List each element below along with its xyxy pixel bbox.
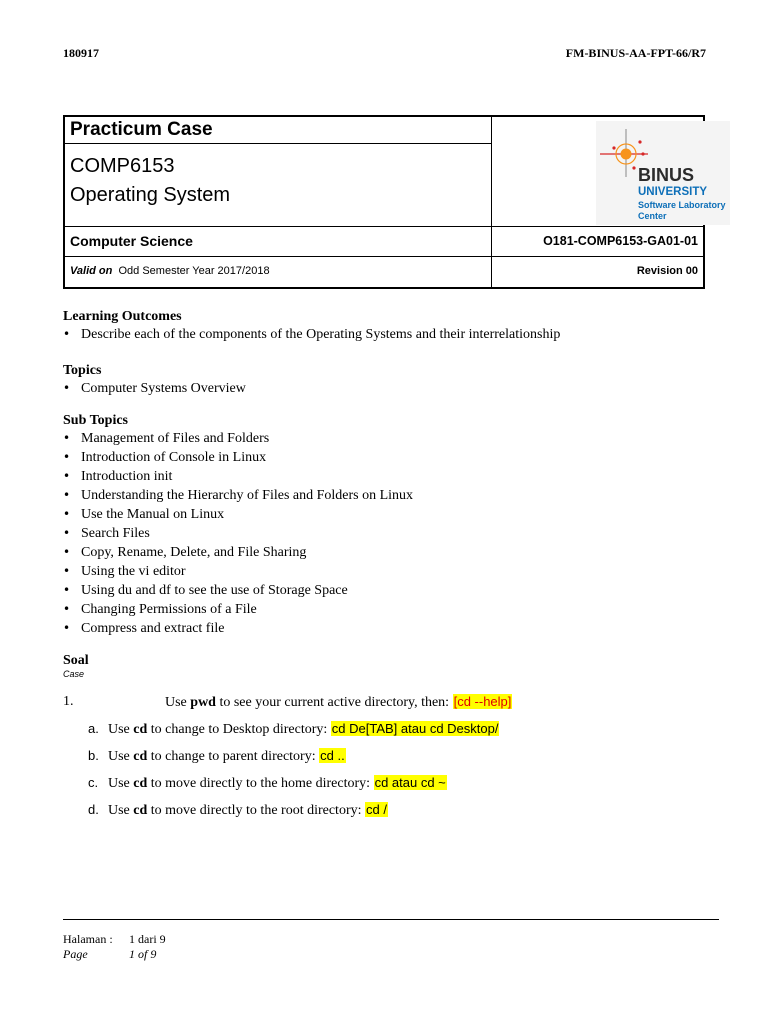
footer-page-en <box>63 947 156 962</box>
list-item: • Use the Manual on Linux <box>63 505 413 524</box>
sub-question-c <box>88 775 447 792</box>
question-text <box>165 694 512 711</box>
sub-letter: c. <box>88 775 99 790</box>
list-item: • Management of Files and Folders <box>63 429 413 448</box>
answer-highlight: cd / <box>366 802 387 817</box>
course-name: Operating System <box>70 184 231 206</box>
sub-letter: b. <box>88 748 99 763</box>
course-block <box>65 144 492 227</box>
list-item: • Using the vi editor <box>63 562 413 581</box>
command-pwd: pwd <box>190 695 216 710</box>
list-item: • Describe each of the components of the Operating Systems and their interrelationship <box>63 325 560 344</box>
case-label: Case <box>63 669 85 679</box>
sub-question-a <box>88 721 499 738</box>
valid-label: Valid on <box>70 265 113 277</box>
binus-logo-graphic <box>596 121 730 225</box>
sub-prefix: Use <box>108 776 134 791</box>
question-suffix: to see your current active directory, then: <box>215 695 453 710</box>
course-code: COMP6153 <box>70 155 175 177</box>
list-item: • Using du and df to see the use of Storage Space <box>63 581 413 600</box>
logo-university: UNIVERSITY <box>638 186 708 198</box>
logo-wordmark: BINUS <box>638 165 695 185</box>
sub-question-d <box>88 802 388 819</box>
command-cd: cd <box>133 722 148 737</box>
footer-divider <box>63 919 719 920</box>
command-cd: cd <box>133 776 148 791</box>
topics-heading: Topics <box>63 363 102 378</box>
sub-suffix: to change to parent directory: <box>147 749 320 764</box>
valid-value: Odd Semester Year 2017/2018 <box>118 265 270 277</box>
sub-topics-heading: Sub Topics <box>63 413 128 428</box>
topics-section <box>63 363 246 398</box>
answer-highlight: cd atau cd ~ <box>374 775 446 790</box>
list-item: • Introduction init <box>63 467 413 486</box>
logo-lab: Software Laboratory <box>638 200 726 210</box>
sub-letter: a. <box>88 721 99 736</box>
question-number: 1. <box>63 694 74 709</box>
binus-logo <box>596 121 730 225</box>
sub-prefix: Use <box>108 749 134 764</box>
logo-cell <box>492 117 726 227</box>
department: Computer Science <box>65 227 492 257</box>
list-item: • Copy, Rename, Delete, and File Sharing <box>63 543 413 562</box>
sub-question-b <box>88 748 346 765</box>
form-code: FM-BINUS-AA-FPT-66/R7 <box>565 46 706 60</box>
page-label: Halaman : <box>63 932 113 946</box>
learning-outcomes-heading: Learning Outcomes <box>63 309 182 324</box>
logo-center: Center <box>638 211 667 221</box>
sub-suffix: to move directly to the home directory: <box>147 776 374 791</box>
soal-heading: Soal <box>63 653 89 668</box>
sub-letter: d. <box>88 802 99 817</box>
practicum-title: Practicum Case <box>65 117 492 144</box>
soal-section <box>63 653 89 679</box>
learning-outcomes-section <box>63 309 560 344</box>
list-item: • Computer Systems Overview <box>63 379 246 398</box>
list-item: • Introduction of Console in Linux <box>63 448 413 467</box>
answer-highlight: [cd --help] <box>453 694 512 709</box>
command-cd: cd <box>133 749 148 764</box>
question-prefix: Use <box>165 695 191 710</box>
page-value: 1 dari 9 <box>129 932 166 946</box>
list-item: • Compress and extract file <box>63 619 413 638</box>
sub-topics-section <box>63 413 413 638</box>
command-cd: cd <box>133 803 148 818</box>
footer-page <box>63 932 166 947</box>
sub-suffix: to change to Desktop directory: <box>147 722 331 737</box>
revision: Revision 00 <box>636 265 698 277</box>
answer-highlight: cd De[TAB] atau cd Desktop/ <box>331 721 499 736</box>
sub-suffix: to move directly to the root directory: <box>147 803 365 818</box>
sub-prefix: Use <box>108 722 134 737</box>
list-item: • Understanding the Hierarchy of Files and Folders on Linux <box>63 486 413 505</box>
sub-prefix: Use <box>108 803 134 818</box>
valid-on <box>65 257 492 287</box>
page-value-en: 1 of 9 <box>129 947 157 961</box>
list-item: • Changing Permissions of a File <box>63 600 413 619</box>
document-number: 180917 <box>63 46 99 60</box>
list-item: • Search Files <box>63 524 413 543</box>
answer-highlight: cd .. <box>320 748 345 763</box>
title-box <box>63 115 726 289</box>
page-label-en: Page <box>63 947 88 961</box>
case-code: O181-COMP6153-GA01-01 <box>492 227 703 257</box>
